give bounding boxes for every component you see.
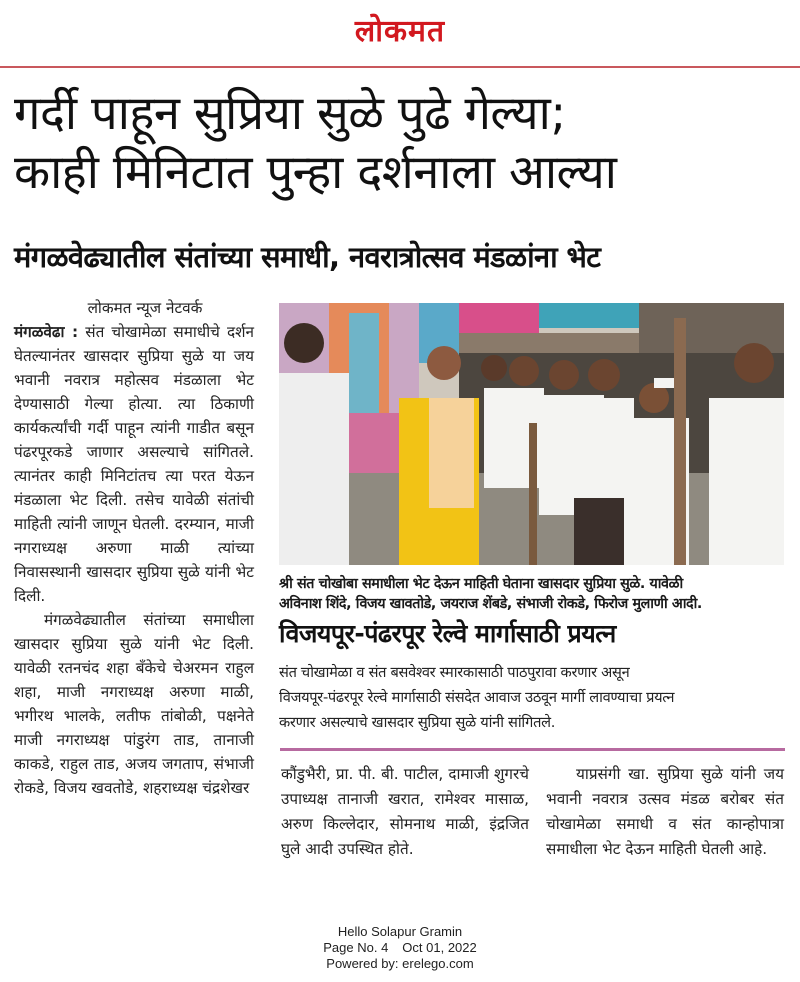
- side-story-line-2: विजयपूर-पंढरपूर रेल्वे मार्गासाठी संसदेत आवाज उठवून मार्गी लावण्याचा प्रयत्न: [279, 689, 675, 706]
- section-divider: [280, 748, 785, 751]
- side-story-line-3: करणार असल्याचे खासदार सुप्रिया सुळे यांनी सांगितले.: [279, 714, 556, 731]
- caption-line-1: श्री संत चोखोबा समाधीला भेट देऊन माहिती घेताना खासदार सुप्रिया सुळे. यावेळी: [279, 576, 683, 592]
- right-column-text: याप्रसंगी खा. सुप्रिया सुळे यांनी जय भवानी नवरात्र उत्सव मंडळ बरोबर संत चोखामेळा समाधी व संत कान्होपात्रा समाधीला भेट देऊन माहिती घेतली आहे.: [546, 765, 784, 858]
- byline: लोकमत न्यूज नेटवर्क: [87, 299, 203, 317]
- caption-line-2: अविनाश शिंदे, विजय खावतोडे, जयराज शेंबडे, संभाजी रोकडे, फिरोज मुलाणी आदी.: [279, 596, 702, 612]
- publish-date: Oct 01, 2022: [402, 940, 477, 955]
- middle-column-text: कौंडुभैरी, प्रा. पी. बी. पाटील, दामाजी शुगरचे उपाध्यक्ष तानाजी खरात, रामेश्वर मासाळ, अरुण किल्लेदार, सोमनाथ माळी, इंद्रजित घुले आदी उपस्थित होते.: [281, 765, 529, 858]
- photo-illustration: [279, 303, 784, 565]
- photo-caption: [279, 574, 789, 614]
- side-story-heading: विजयपूर-पंढरपूर रेल्वे मार्गासाठी प्रयत्न: [279, 619, 616, 648]
- headline-line-1: गर्दी पाहून सुप्रिया सुळे पुढे गेल्या;: [14, 86, 566, 141]
- side-story-line-1: संत चोखामेळा व संत बसवेश्वर स्मारकासाठी पाठपुरावा करणार असून: [279, 664, 630, 681]
- powered-by: Powered by: erelego.com: [326, 956, 474, 971]
- lokmat-logo: लोकमत: [354, 14, 446, 49]
- subheadline: मंगळवेढ्यातील संतांच्या समाधी, नवरात्रोत्सव मंडळांना भेट: [14, 240, 601, 274]
- news-photo: [279, 303, 784, 565]
- page-info: [0, 940, 800, 956]
- edition-name: Hello Solapur Gramin: [337, 924, 463, 939]
- side-story-body: [279, 660, 789, 735]
- headline-line-2: काही मिनिटात पुन्हा दर्शनाला आल्या: [14, 145, 617, 200]
- left-column: [14, 296, 254, 800]
- paragraph-1-text: संत चोखामेळा समाधीचे दर्शन घेतल्यानंतर खासदार सुप्रिया सुळे या जय भवानी नवरात्र महोत्सव मंडळाला भेट देण्यासाठी गेल्या होत्या. त्या ठिकाणी कार्यकर्त्यांची गर्दी पाहून त्यांनी गाडीत बसून पंढरपूरकडे जाणार असल्याचे सांगितले. त्यानंतर काही मिनिटांतच त्या परत येऊन मंडळाला भेट दिली. तसेच यावेळी संतांची माहिती त्यांनी जाणून घेतली. दरम्यान, माजी नगराध्यक्ष अरुणा माळी त्यांच्या निवासस्थानी खासदार सुप्रिया सुळे यांनी भेट दिली.: [14, 323, 254, 605]
- headline: [14, 84, 794, 202]
- masthead: [0, 0, 800, 64]
- masthead-divider: [0, 66, 800, 68]
- page-footer: [0, 924, 800, 972]
- article-paragraph-1: [14, 320, 254, 608]
- dateline: मंगळवेढा :: [14, 323, 79, 341]
- page-number: Page No. 4: [323, 940, 389, 955]
- article-paragraph-2: मंगळवेढ्यातील संतांच्या समाधीला खासदार सुप्रिया सुळे यांनी भेट दिली. यावेळी रतनचंद शहा बँकेचे चेअरमन राहुल शहा, माजी नगराध्यक्ष अरुणा माळी, भगीरथ भालके, लतीफ तांबोळी, पक्षनेते माजी नगराध्यक्ष पांडुरंग ताड, तानाजी काकडे, राहुल ताड, अजय जगताप, संभाजी रोकडे, विजय खवतोडे, शहराध्यक्ष चंद्रशेखर: [14, 611, 254, 797]
